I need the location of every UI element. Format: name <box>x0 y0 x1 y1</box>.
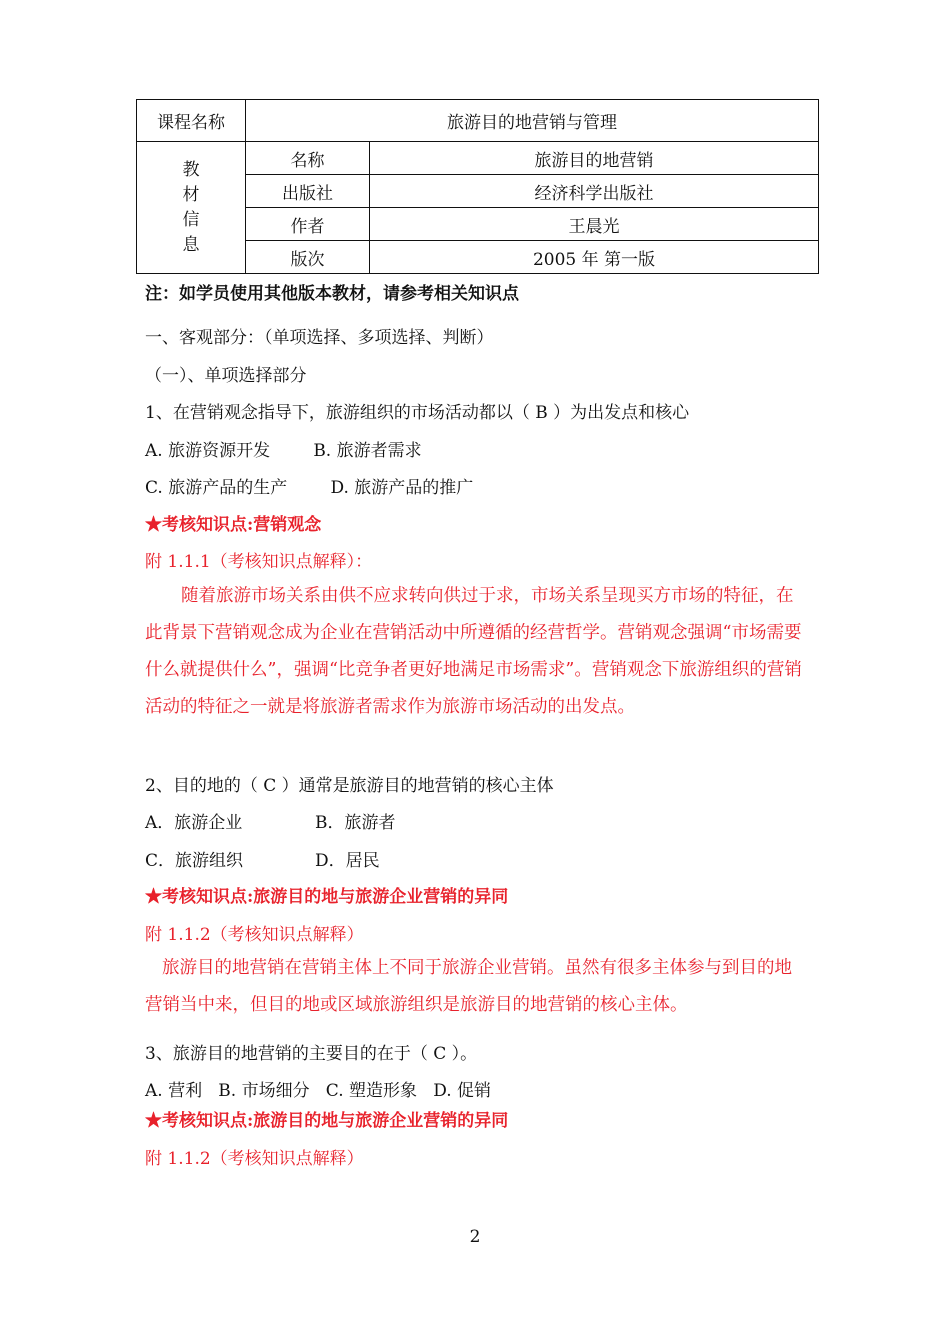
version-note: 注：如学员使用其他版本教材，请参考相关知识点 <box>145 284 519 304</box>
q1-options-row1: A. 旅游资源开发 B. 旅游者需求 <box>145 441 422 461</box>
q2-stem: 2、目的地的（ C ）通常是旅游目的地营销的核心主体 <box>145 776 554 796</box>
row-label-publisher: 出版社 <box>246 175 370 208</box>
row-label-edition: 版次 <box>246 241 370 274</box>
q2-knowledge-point: ★考核知识点:旅游目的地与旅游企业营销的异同 <box>145 887 509 907</box>
q2-option-d: D．居民 <box>315 851 380 871</box>
q1-explanation: 随着旅游市场关系由供不应求转向供过于求，市场关系呈现买方市场的特征，在此背景下营销观念成为企业在营销活动中所遵循的经营哲学。营销观念强调“市场需要什么就提供什么”，强调“比竞争者更好地满足市场需求”。营销观念下旅游组织的营销活动的特征之一就是将旅游者需求作为旅游市场活动的出发点。 <box>145 586 802 717</box>
q2-option-a: A．旅游企业 <box>145 813 243 833</box>
row-value-publisher: 经济科学出版社 <box>370 175 819 208</box>
q3-knowledge-point: ★考核知识点:旅游目的地与旅游企业营销的异同 <box>145 1111 509 1131</box>
q1-stem: 1、在营销观念指导下，旅游组织的市场活动都以（ B ）为出发点和核心 <box>145 403 690 423</box>
subsection-title: （一）、单项选择部分 <box>145 366 307 386</box>
q1-knowledge-point: ★考核知识点:营销观念 <box>145 515 322 535</box>
row-value-edition: 2005 年 第一版 <box>370 241 819 274</box>
q2-appendix: 附 1.1.2（考核知识点解释） <box>145 925 364 945</box>
q3-appendix: 附 1.1.2（考核知识点解释） <box>145 1149 364 1169</box>
q3-stem: 3、旅游目的地营销的主要目的在于（ C ）。 <box>145 1044 478 1064</box>
row-value-name: 旅游目的地营销 <box>370 142 819 175</box>
row-label-name: 名称 <box>246 142 370 175</box>
course-name-value: 旅游目的地营销与管理 <box>246 100 819 142</box>
textbook-info-label: 教 材 信 息 <box>137 142 246 274</box>
q1-options-row2: C. 旅游产品的生产 D. 旅游产品的推广 <box>145 478 474 498</box>
section-title: 一、客观部分：（单项选择、多项选择、判断） <box>145 328 494 348</box>
q1-appendix: 附 1.1.1（考核知识点解释）： <box>145 552 373 572</box>
row-label-author: 作者 <box>246 208 370 241</box>
q2-option-c: C．旅游组织 <box>145 851 244 871</box>
row-value-author: 王晨光 <box>370 208 819 241</box>
course-name-label: 课程名称 <box>137 100 246 142</box>
q2-option-b: B．旅游者 <box>315 813 396 833</box>
textbook-info-table <box>136 99 819 274</box>
q2-explanation: 旅游目的地营销在营销主体上不同于旅游企业营销。虽然有很多主体参与到目的地营销当中来，但目的地或区域旅游组织是旅游目的地营销的核心主体。 <box>145 958 792 1015</box>
page-number: 2 <box>469 1227 481 1247</box>
q3-options: A. 营利 B. 市场细分 C. 塑造形象 D. 促销 <box>145 1081 492 1101</box>
